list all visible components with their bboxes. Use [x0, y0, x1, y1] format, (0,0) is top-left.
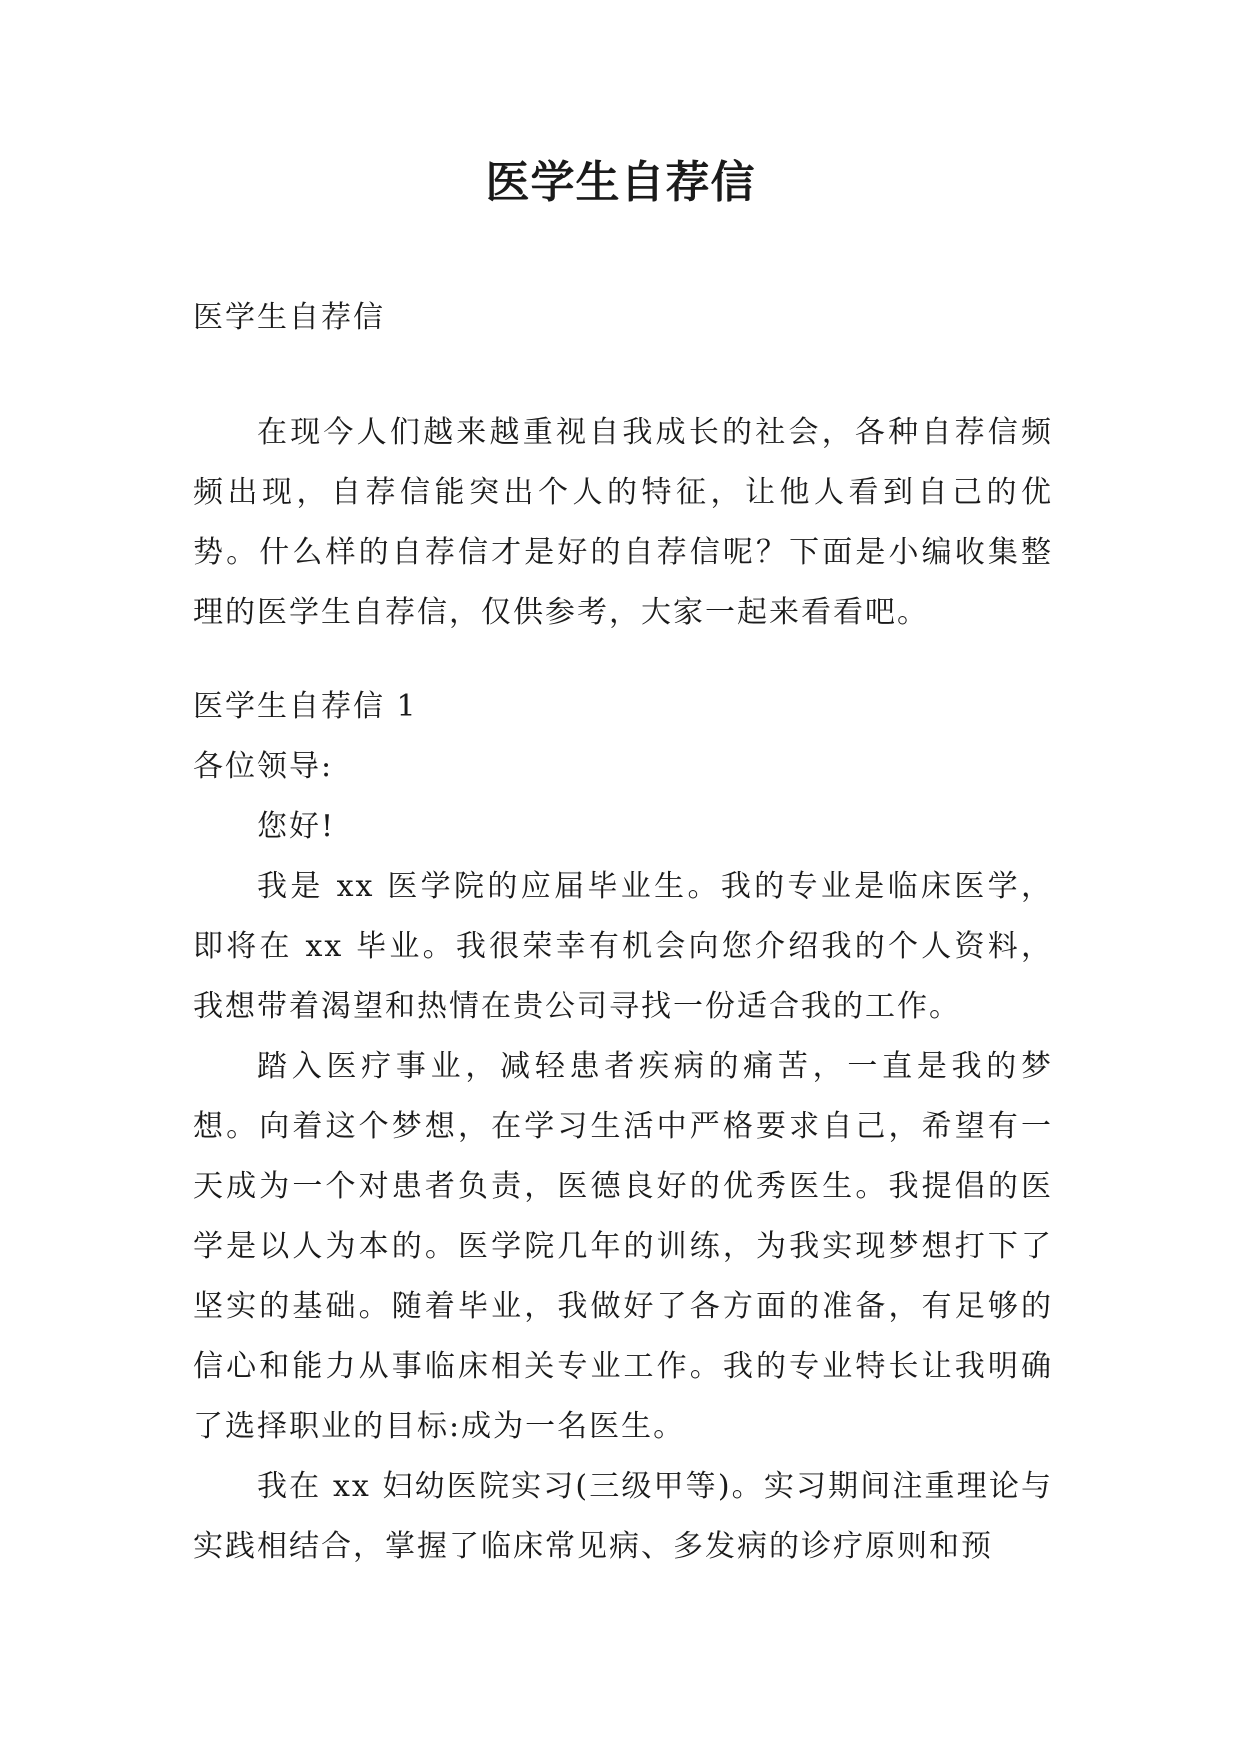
document-body: [193, 288, 1053, 1577]
document-title: 医学生自荐信: [485, 157, 756, 208]
spacer: [193, 643, 1053, 677]
intro-paragraph: 在现今人们越来越重视自我成长的社会，各种自荐信频频出现，自荐信能突出个人的特征，让他人看到自己的优势。什么样的自荐信才是好的自荐信呢？下面是小编收集整理的医学生自荐信，仅供参考，大家一起来看看吧。: [193, 415, 1053, 630]
document-subtitle: 医学生自荐信: [193, 300, 385, 335]
body-paragraph: 我是 xx 医学院的应届毕业生。我的专业是临床医学，即将在 xx 毕业。我很荣幸有机会向您介绍我的个人资料，我想带着渴望和热情在贵公司寻找一份适合我的工作。: [193, 869, 1053, 1024]
spacer: [193, 348, 1053, 403]
body-paragraph: 踏入医疗事业，减轻患者疾病的痛苦，一直是我的梦想。向着这个梦想，在学习生活中严格要求自己，希望有一天成为一个对患者负责，医德良好的优秀医生。我提倡的医学是以人为本的。医学院几年的训练，为我实现梦想打下了坚实的基础。随着毕业，我做好了各方面的准备，有足够的信心和能力从事临床相关专业工作。我的专业特长让我明确了选择职业的目标:成为一名医生。: [193, 1049, 1053, 1444]
letter-heading: 医学生自荐信 1: [193, 689, 418, 724]
greeting: 您好!: [257, 809, 336, 844]
salutation: 各位领导:: [193, 749, 334, 784]
body-paragraph: 我在 xx 妇幼医院实习(三级甲等)。实习期间注重理论与实践相结合，掌握了临床常见病、多发病的诊疗原则和预: [193, 1469, 1053, 1564]
